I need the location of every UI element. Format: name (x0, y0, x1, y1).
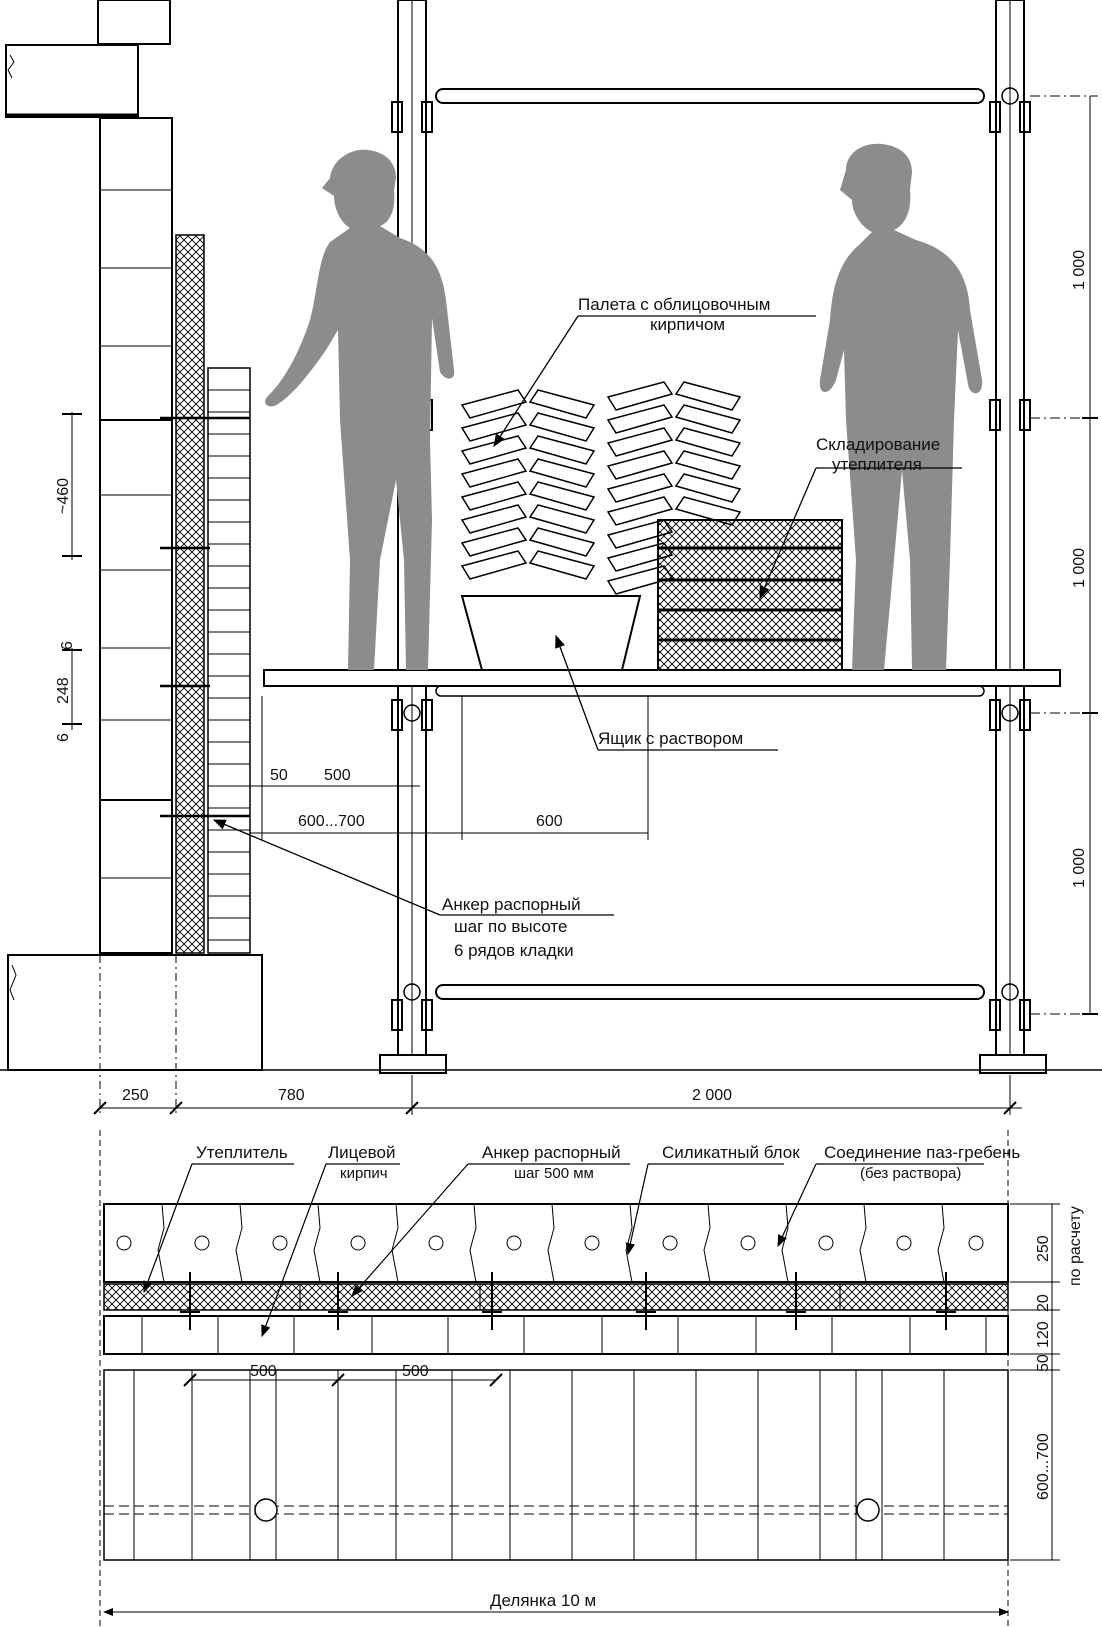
label-plan-insulation: Утеплитель (196, 1143, 288, 1162)
plan-view (100, 1130, 1084, 1627)
silicate-block-wall (100, 118, 172, 953)
dim-plan-500-b: 500 (402, 1363, 429, 1380)
insulation-layer (176, 235, 204, 953)
dim-500: 500 (324, 767, 351, 784)
label-plan-anchor-1: Анкер распорный (482, 1143, 621, 1162)
dim-height-1000-mid: 1 000 (1071, 547, 1088, 588)
dim-600-700: 600...700 (298, 813, 365, 830)
dim-plan-120: 120 (1035, 1321, 1052, 1348)
plan-deck-boards (104, 1370, 1008, 1560)
dim-plan-calc: по расчету (1067, 1206, 1084, 1286)
dim-6-bottom: 6 (55, 733, 72, 742)
floor-slab (6, 0, 170, 117)
dim-plan-250: 250 (1035, 1235, 1052, 1262)
plan-silicate-blocks (104, 1204, 1008, 1282)
label-mortar-box: Ящик с раствором (598, 729, 744, 748)
dim-base-2000: 2 000 (692, 1087, 733, 1104)
mortar-box (462, 596, 640, 670)
label-pallet-2: кирпичом (650, 315, 726, 334)
label-pallet-1: Палета с облицовочным (578, 295, 771, 314)
label-anchor-3: 6 рядов кладки (454, 941, 574, 960)
dim-600: 600 (536, 813, 563, 830)
dims-plan (104, 1204, 1060, 1612)
label-plan-tongue-2: (без раствора) (860, 1165, 962, 1182)
label-anchor-1: Анкер распорный (442, 895, 581, 914)
dim-plan-span: Делянка 10 м (490, 1591, 597, 1610)
dim-plan-600-700: 600...700 (1035, 1433, 1052, 1500)
dim-plan-20: 20 (1035, 1294, 1052, 1312)
plan-insulation (104, 1284, 1008, 1310)
dim-base-250: 250 (122, 1087, 149, 1104)
dim-50: 50 (270, 767, 288, 784)
foundation (0, 955, 1102, 1115)
dim-base-780: 780 (278, 1087, 305, 1104)
label-plan-anchor-2: шаг 500 мм (514, 1165, 594, 1182)
label-plan-silicate: Силикатный блок (662, 1143, 800, 1162)
label-anchor-2: шаг по высоте (454, 917, 568, 936)
dim-plan-50: 50 (1035, 1354, 1052, 1372)
worker-right-silhouette (820, 144, 982, 670)
dim-plan-500-a: 500 (250, 1363, 277, 1380)
dim-460: ~460 (55, 477, 72, 514)
label-insul-storage-1: Складирование (816, 435, 941, 454)
dim-height-1000-bottom: 1 000 (1071, 847, 1088, 888)
scaffold-deck (264, 670, 1060, 696)
dim-248: 248 (55, 677, 72, 704)
label-plan-face-2: кирпич (340, 1165, 388, 1182)
insulation-stack (658, 520, 842, 670)
dim-height-1000-top: 1 000 (1071, 249, 1088, 290)
plan-face-bricks (104, 1316, 1008, 1354)
label-insul-storage-2: утеплителя (832, 455, 922, 474)
dim-6-top: 6 (59, 641, 76, 650)
label-plan-face-1: Лицевой (328, 1143, 396, 1162)
label-plan-tongue-1: Соединение паз-гребень (824, 1143, 1021, 1162)
face-brick-column (208, 368, 250, 953)
